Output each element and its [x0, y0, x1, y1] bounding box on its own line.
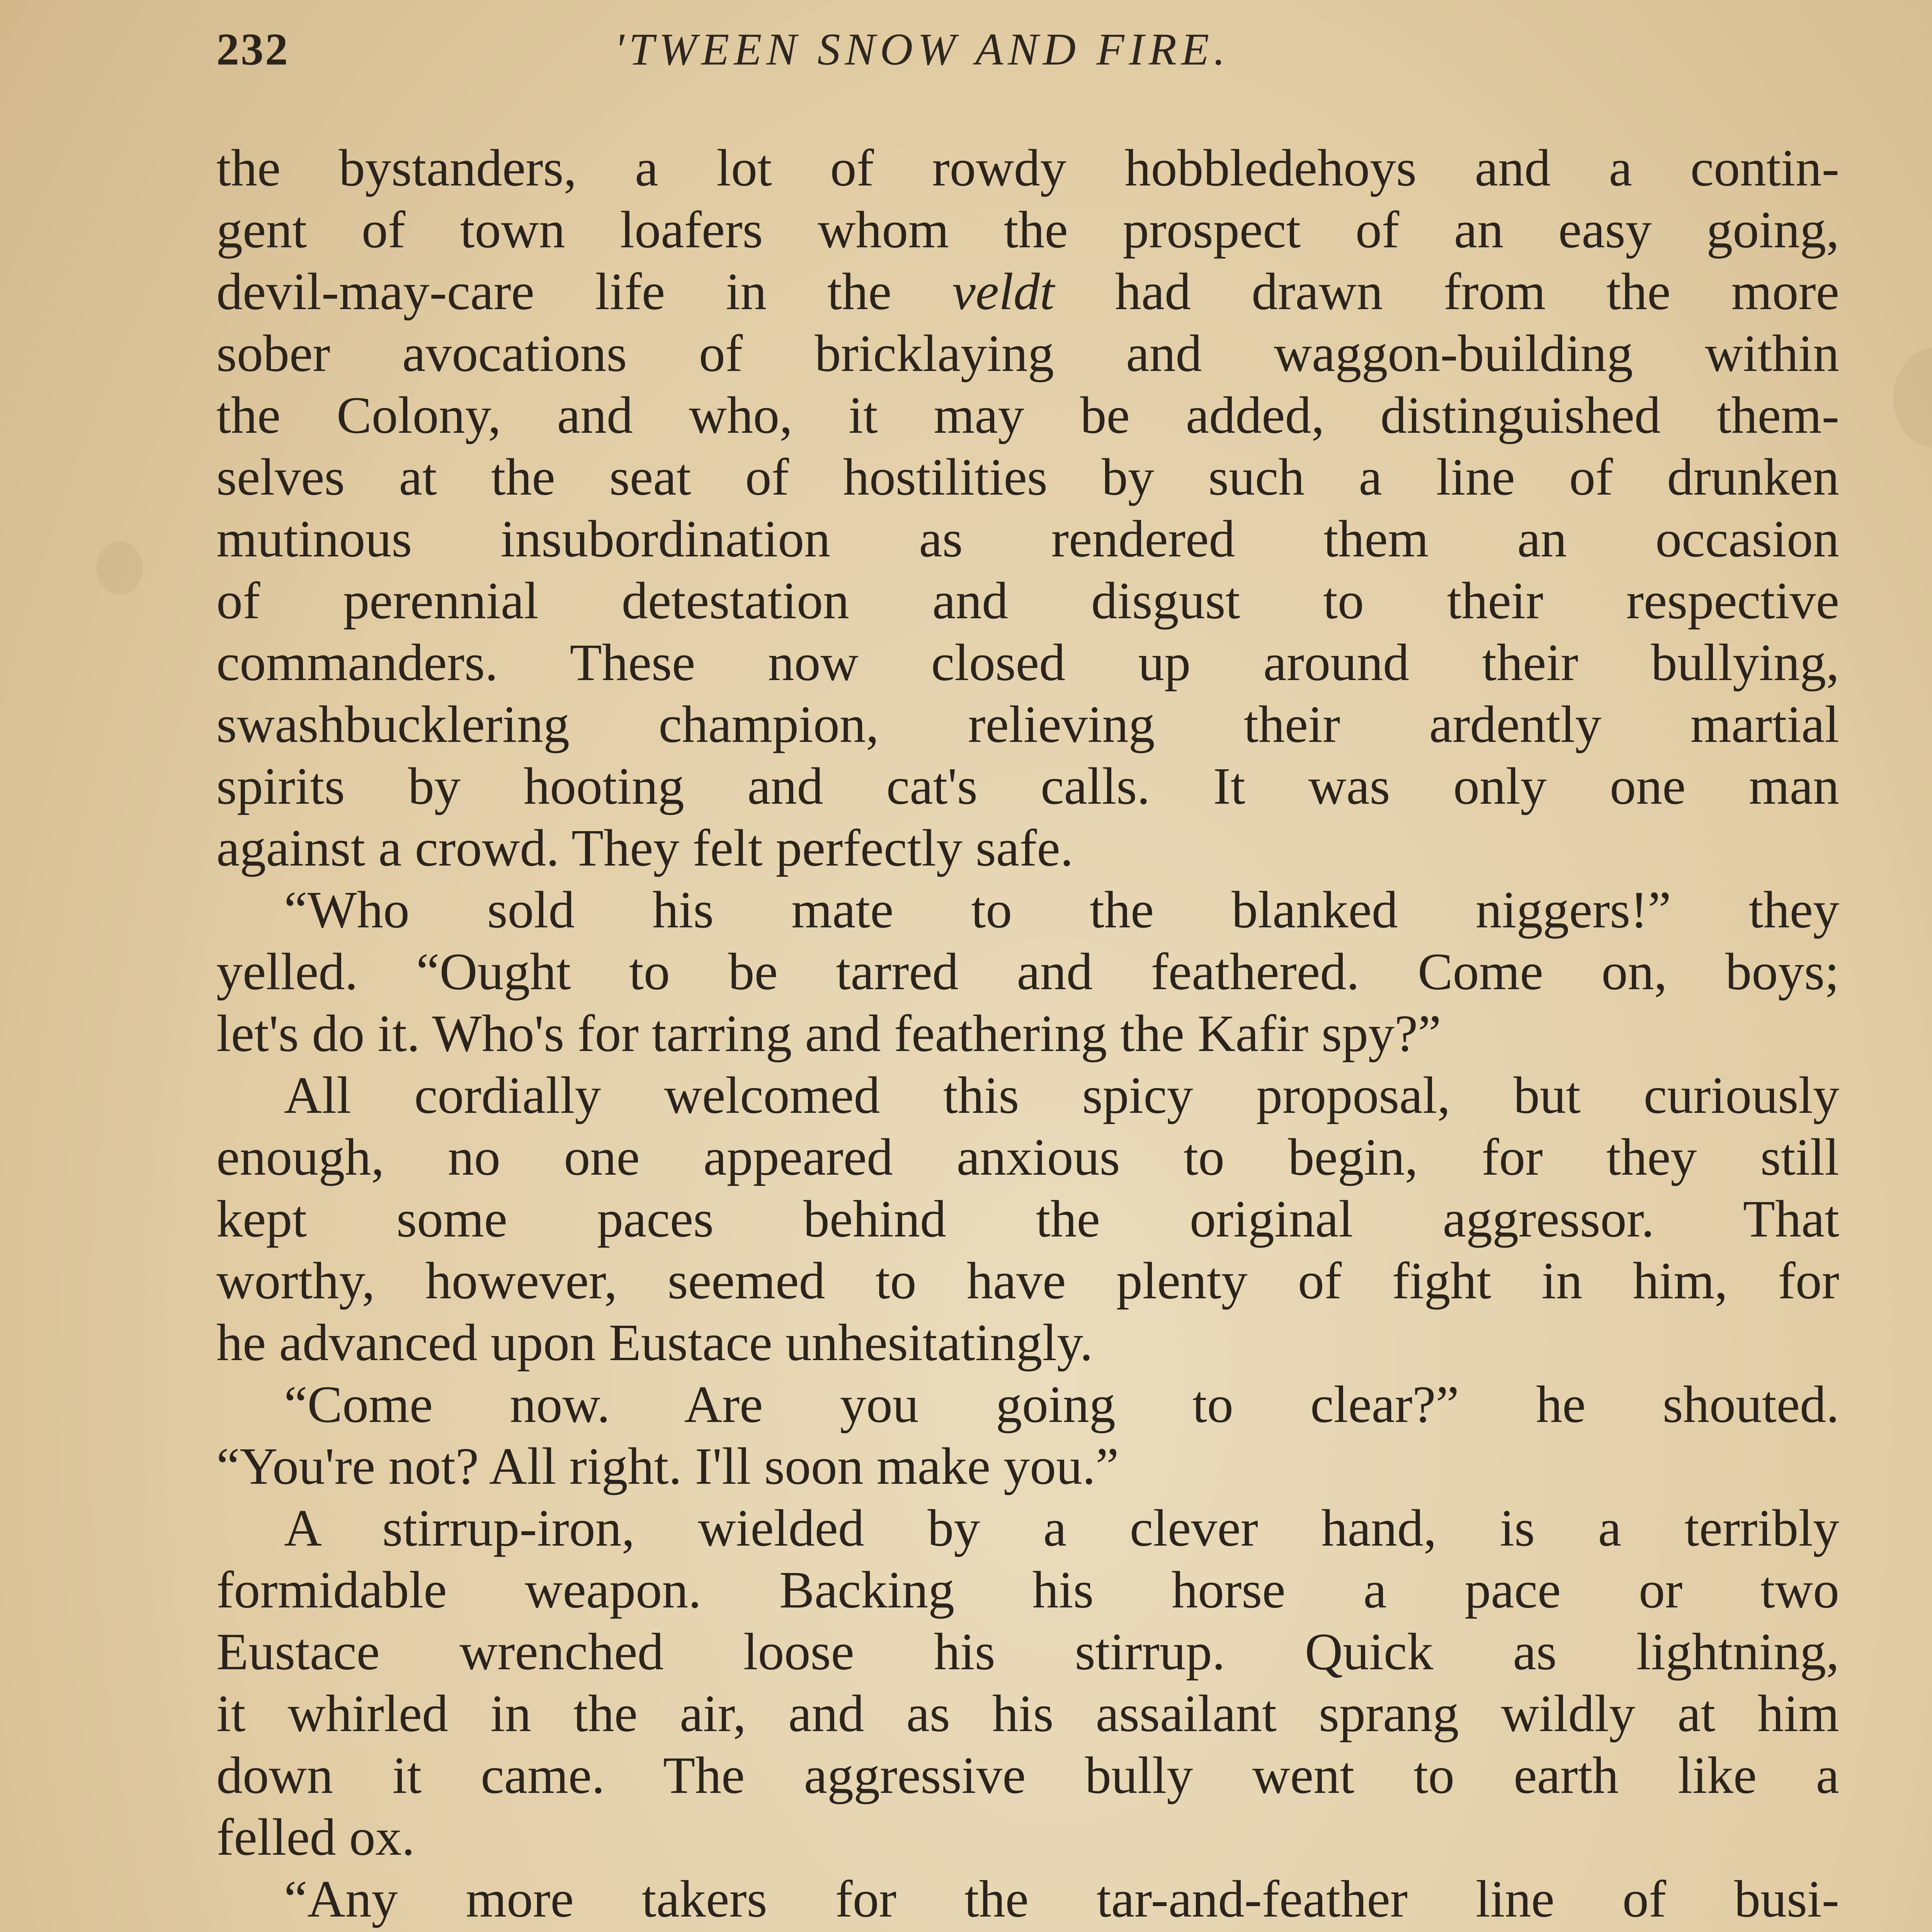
text-line: All cordially welcomed this spicy proposal, but curiously — [284, 1066, 1839, 1124]
text-line: A stirrup-iron, wielded by a clever hand, is a terribly — [284, 1499, 1839, 1557]
text-line: worthy, however, seemed to have plenty of fight in him, for — [216, 1252, 1839, 1310]
text-line: it whirled in the air, and as his assailant sprang wildly at him — [216, 1685, 1839, 1743]
text-line: gent of town loafers whom the prospect of an easy going, — [216, 201, 1839, 259]
text-line: “Any more takers for the tar-and-feather line of busi- — [284, 1870, 1839, 1928]
text-line: sober avocations of bricklaying and waggon-building within — [216, 325, 1839, 383]
paper-stain — [97, 541, 143, 595]
text-line: spirits by hooting and cat's calls. It was only one man — [216, 757, 1839, 815]
text-line: yelled. “Ought to be tarred and feathered. Come on, boys; — [216, 943, 1839, 1001]
text-line: the bystanders, a lot of rowdy hobbledehoys and a contin- — [216, 139, 1839, 197]
text-line: Eustace wrenched loose his stirrup. Quick as lightning, — [216, 1623, 1839, 1681]
text-line: he advanced upon Eustace unhesitatingly. — [216, 1314, 1093, 1372]
text-line: let's do it. Who's for tarring and feathering the Kafir spy?” — [216, 1005, 1441, 1063]
text-line: formidable weapon. Backing his horse a pace or two — [216, 1561, 1839, 1619]
text-line: felled ox. — [216, 1808, 415, 1866]
body-text — [216, 137, 1839, 1932]
text-line: against a crowd. They felt perfectly safe. — [216, 819, 1073, 877]
text-line: selves at the seat of hostilities by such a line of drunken — [216, 448, 1839, 506]
text-line: the Colony, and who, it may be added, distinguished them- — [216, 386, 1839, 444]
text-line: commanders. These now closed up around their bullying, — [216, 634, 1839, 692]
running-head: 'TWEEN SNOW AND FIRE. — [614, 24, 1230, 75]
text-line: down it came. The aggressive bully went to earth like a — [216, 1747, 1839, 1804]
text-line — [216, 1930, 1839, 1932]
text-line: “You're not? All right. I'll soon make you.” — [216, 1437, 1119, 1495]
text-line: of perennial detestation and disgust to their respective — [216, 572, 1839, 630]
text-line: kept some paces behind the original aggressor. That — [216, 1190, 1839, 1248]
text-line: mutinous insubordination as rendered them an occasion — [216, 510, 1839, 568]
page-header — [216, 23, 1839, 77]
text-line: “Come now. Are you going to clear?” he shouted. — [284, 1376, 1839, 1434]
page-number: 232 — [216, 24, 289, 75]
text-line: “Who sold his mate to the blanked niggers!” they — [284, 881, 1839, 939]
text-line: enough, no one appeared anxious to begin, for they still — [216, 1128, 1839, 1186]
text-line: devil-may-care life in the veldt had drawn from the more — [216, 263, 1839, 321]
paper-stain — [1893, 348, 1932, 448]
text-line: swashbucklering champion, relieving their ardently martial — [216, 696, 1839, 753]
